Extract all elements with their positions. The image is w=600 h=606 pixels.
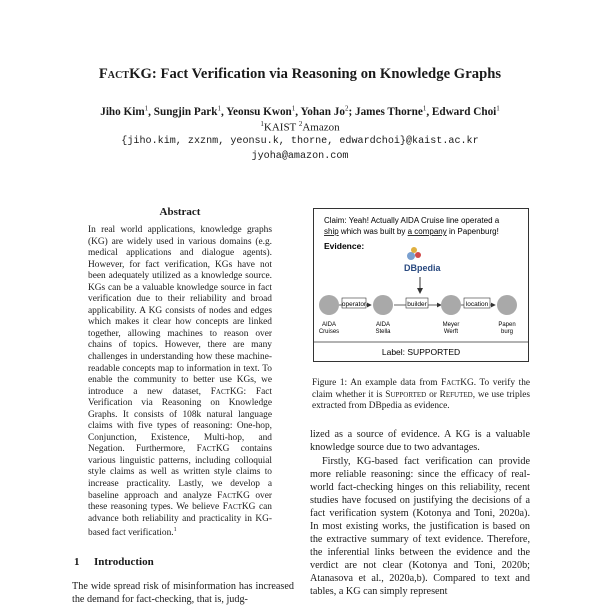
email-line: jyoha@amazon.com [251, 151, 349, 162]
kg-node [497, 295, 517, 315]
title-prefix: FactKG [98, 66, 152, 82]
node-label: Cruises [318, 329, 340, 335]
evidence-label: Evidence: [324, 241, 365, 251]
body-paragraph: lized as a source of evidence. A KG is a valuable knowledge source due to two advantages. [310, 429, 530, 453]
abstract-heading: Abstract [159, 206, 201, 218]
author: Yeonsu Kwon$^1$, [226, 104, 301, 118]
kg-node [441, 295, 461, 315]
claim-text: Claim: Yeah! Actually AIDA Cruise line operated a [324, 216, 500, 225]
title-rest: : Fact Verification via Reasoning on Knowledge Graphs [151, 66, 502, 82]
node-label: AIDA [375, 322, 391, 328]
author: Edward Choi$^1$ [431, 104, 500, 118]
author: Yohan Jo$^2$; [300, 104, 355, 118]
author: Sungjin Park$^1$, [153, 104, 227, 118]
intro-text: The wide spread risk of misinformation has increased the demand for fact-checking, that is, judg- [72, 581, 294, 605]
node-label: burg [500, 329, 514, 335]
body-paragraph: Firstly, KG-based fact verification can provide more reliable reasoning: since the efficacy of real-world fact-checking hinges on this reliability, recent studies have focused on justifying the decisions of a fact verification system (Kotonya and Toni, 2020a). In most existing works, the justification is based on the extractive summary of text evidence. Therefore, the inferential links between the evidence and the verdict are not clear (Kotonya and Toni, 2020b; Atanasova et al., 2020a,b). Compared to text and tables, a KG can simply represent [310, 456, 530, 597]
kg-diagram [314, 209, 528, 361]
edge-label: location [465, 301, 489, 308]
author-list [0, 104, 600, 118]
footnote-mark: 1 [173, 527, 177, 534]
node-label: Werft [443, 329, 459, 335]
author: James Thorne$^1$, [354, 104, 432, 118]
email-line: {jiho.kim, zxznm, yeonsu.k, thorne, edwardchoi}@kaist.ac.kr [121, 136, 479, 147]
figure-caption: Figure 1: An example data from FactKG. To verify the claim whether it is Supported or Refuted, we use triples extracted from DBpedia as evidence. [312, 378, 530, 412]
author: Jiho Kim$^1$, [100, 104, 154, 118]
node-label: AIDA [321, 322, 337, 328]
paper-title [0, 66, 600, 83]
affiliations: $^1$KAIST $^2$Amazon [260, 120, 340, 134]
kg-node [319, 295, 339, 315]
abstract-body: In real world applications, knowledge graphs (KG) are widely used in various domains (e.g. medical applications and dialogue agents). However, for fact verification, KGs have not been adequately utilized as a knowledge source. KGs can be a valuable knowledge source in fact verification due to their reliability and broad applicability. A KG consists of nodes and edges which makes it clear how concepts are linked together, allowing machines to reason over chains of topics. However, there are many challenges in understanding how these machine-readable concepts map to information in text. To enable the community to better use KGs, we introduce a new dataset, FactKG: Fact Verification via Reasoning on Knowledge Graphs. It consists of 108k natural language claims with five types of reasoning: One-hop, Conjunction, Existence, Multi-hop, and Negation. Furthermore, FactKG contains various linguistic patterns, including colloquial style claims as well as written style claims to increase practicality. Lastly, we develop a baseline approach and analyze FactKG over these reasoning types. We believe FactKG can advance both reliability and practicality in KG-based fact verification.$^1$ [88, 225, 272, 539]
figure-1 [313, 208, 529, 362]
edge-label: builder [407, 301, 427, 308]
dbpedia-logo-text: DBpedia [404, 263, 441, 273]
dbpedia-logo [404, 247, 442, 273]
claim-text-cont: ship which was built by a company in Papenburg! [324, 227, 499, 236]
label-text: Label: SUPPORTED [381, 347, 461, 357]
node-label: Meyer [442, 322, 460, 328]
node-label: Stella [375, 329, 391, 335]
kg-node [373, 295, 393, 315]
node-label: Papen [498, 322, 516, 328]
edge-label: operator [341, 301, 367, 308]
section-heading: 1 Introduction [74, 556, 154, 568]
